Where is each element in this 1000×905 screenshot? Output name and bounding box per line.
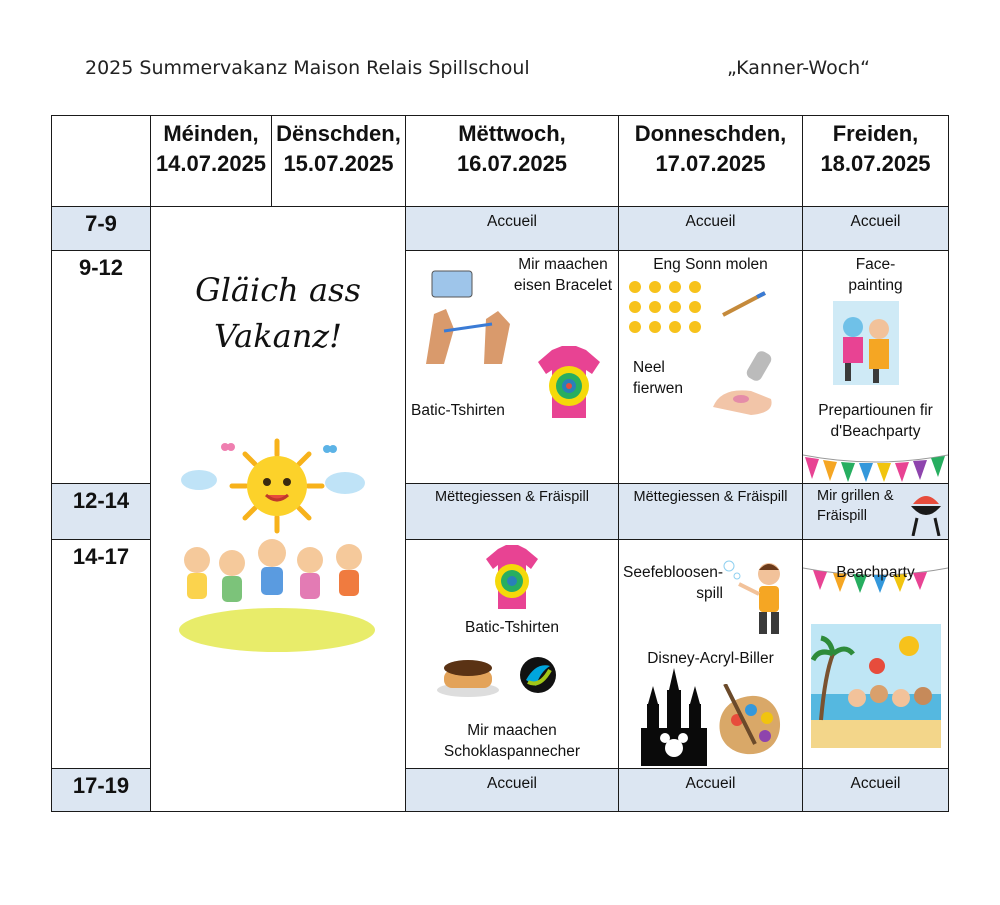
fri-accueil-label: Accueil [850, 213, 901, 230]
schedule-table [51, 115, 949, 812]
day-name: Dënschden, [276, 121, 401, 146]
beachparty-prep-activity [803, 400, 948, 442]
sun-icon [232, 441, 322, 531]
document-title: 2025 Summervakanz Maison Relais Spillschoul [85, 57, 530, 79]
holiday-line-2: Vakanz! [213, 317, 343, 355]
day-date: 14.07.2025 [155, 151, 267, 176]
time-slot-9-12: 9-12 [51, 250, 151, 484]
nail-polish-icon [711, 347, 783, 417]
day-name: Mëttwoch, [458, 121, 566, 146]
bracelet-line-2: eisen Bracelet [513, 277, 613, 294]
schokla-line-2: Schoklaspannecher [443, 743, 581, 760]
bracelet-activity [506, 254, 620, 296]
disney-activity: Disney-Acryl-Biller [647, 650, 774, 667]
wed-afternoon-activities [405, 539, 619, 769]
day-header-tuesday [271, 115, 406, 207]
day-date: 17.07.2025 [655, 151, 766, 176]
prep-line-1: Prepartiounen fir [818, 402, 933, 419]
fri-morning-activities [802, 250, 949, 484]
schokla-line-1: Mir maachen [467, 722, 557, 739]
paintbrush-icon [719, 289, 769, 319]
happy-kids-sun-illustration [177, 435, 377, 655]
fri-evening-label: Accueil [850, 775, 901, 792]
week-theme: „Kanner-Woch“ [727, 57, 871, 79]
bunting-icon [803, 453, 948, 483]
nails-line-1: Neel [633, 359, 665, 376]
day-name: Freiden, [832, 121, 919, 146]
thu-morning-activities [618, 250, 803, 484]
bubbles-line-2: spill [696, 585, 723, 602]
tie-dye-shirt-icon [538, 346, 600, 418]
day-date: 16.07.2025 [456, 151, 568, 176]
day-name: Méinden, [163, 121, 259, 146]
beachparty-activity: Beachparty [836, 564, 915, 581]
batic-tshirt-afternoon: Batic-Tshirten [465, 619, 559, 636]
day-date: 15.07.2025 [283, 151, 394, 176]
grill-icon [909, 488, 943, 536]
grill-activity [817, 486, 894, 526]
wed-lunch [405, 483, 619, 540]
beach-icon [811, 624, 941, 748]
thu-afternoon-activities [618, 539, 803, 769]
day-name: Donneschden, [634, 121, 787, 146]
thu-lunch-label: Mëttegiessen & Fräispill [633, 489, 788, 505]
face-line-1: Face- [855, 256, 896, 273]
time-slot-7-9: 7-9 [51, 206, 151, 251]
sun-pattern-icon [625, 277, 715, 339]
thu-lunch [618, 483, 803, 540]
day-date: 18.07.2025 [820, 151, 931, 176]
tie-dye-shirt-icon [486, 545, 538, 609]
meadow-shape [179, 608, 375, 652]
bubble-boy-icon [723, 558, 789, 640]
fairtrade-icon [518, 654, 558, 696]
day-header-monday [150, 115, 272, 207]
wed-accueil-evening [405, 768, 619, 812]
face-painting-activity [803, 254, 948, 296]
bracelet-line-1: Mir maachen [518, 256, 608, 273]
sun-painting-activity: Eng Sonn molen [653, 256, 768, 273]
time-slot-17-19: 17-19 [51, 768, 151, 812]
thu-evening-label: Accueil [685, 775, 736, 792]
bubbles-line-1: Seefebloosen- [623, 564, 723, 581]
prep-line-2: d'Beachparty [830, 423, 921, 440]
wed-accueil-morning [405, 206, 619, 251]
day-header-friday [802, 115, 949, 207]
time-slot-12-14: 12-14 [51, 483, 151, 540]
day-header-wednesday [405, 115, 619, 207]
wed-morning-activities [405, 250, 619, 484]
holiday-cell [150, 206, 406, 812]
wed-accueil-label: Accueil [487, 213, 537, 230]
nail-painting-activity [633, 357, 683, 399]
fri-afternoon-activities [802, 539, 949, 769]
day-header-thursday [618, 115, 803, 207]
wed-evening-label: Accueil [487, 775, 537, 792]
hands-icon [426, 309, 510, 364]
fri-accueil-evening [802, 768, 949, 812]
fri-lunch [802, 483, 949, 540]
face-painting-icon [833, 301, 899, 385]
thu-accueil-morning [618, 206, 803, 251]
bubbles-activity [623, 562, 723, 604]
batic-tshirt-morning: Batic-Tshirten [411, 402, 505, 419]
wed-lunch-label: Mëttegiessen & Fräispill [435, 489, 589, 505]
thu-accueil-label: Accueil [685, 213, 736, 230]
bead-tray-icon [432, 271, 472, 297]
nails-line-2: fierwen [633, 380, 683, 397]
grill-line-2: Fräispill [817, 508, 867, 524]
kids-icon [184, 539, 362, 602]
fri-accueil-morning [802, 206, 949, 251]
holiday-message [151, 267, 405, 359]
schokla-activity [406, 720, 618, 762]
thu-accueil-evening [618, 768, 803, 812]
time-slot-14-17: 14-17 [51, 539, 151, 769]
castle-icon [641, 668, 707, 766]
holiday-line-1: Gläich ass [195, 271, 361, 309]
corner-cell [51, 115, 151, 207]
pancakes-icon [436, 648, 500, 698]
face-line-2: painting [848, 277, 903, 294]
palette-icon [715, 684, 787, 762]
bracelet-making-illustration [424, 269, 514, 369]
grill-line-1: Mir grillen & [817, 488, 894, 504]
